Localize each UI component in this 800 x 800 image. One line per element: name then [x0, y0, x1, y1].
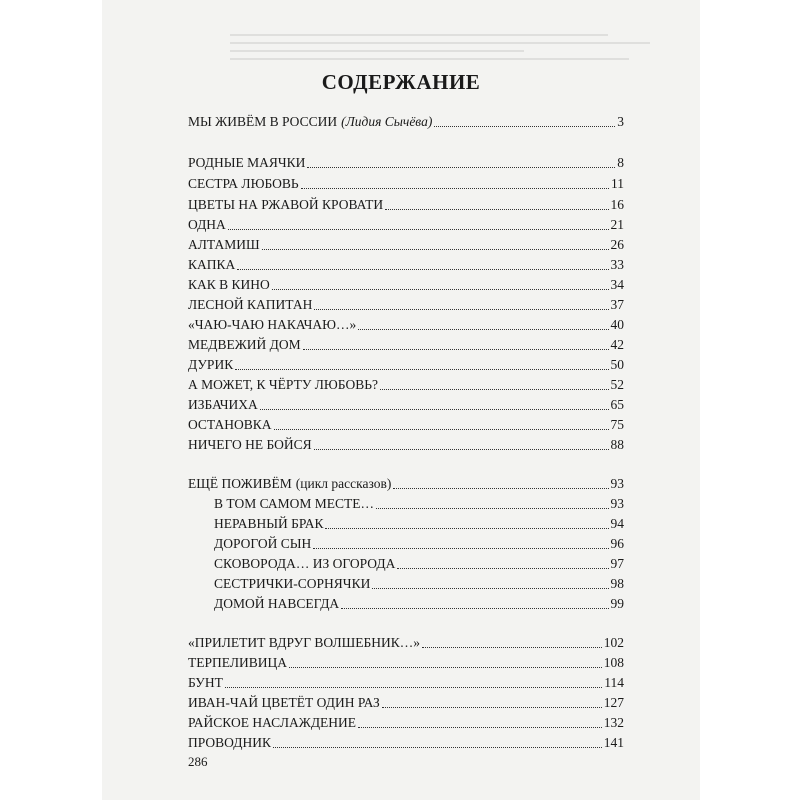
toc-entry-author: (Лидия Сычёва): [341, 114, 433, 129]
dot-leader: [314, 309, 608, 310]
toc-entry: [214, 592, 624, 612]
toc-entry-title: КАК В КИНО: [188, 277, 270, 292]
toc-entry-title: ДУРИК: [188, 357, 234, 372]
toc-entry-page: 94: [610, 516, 624, 531]
toc-entry-page: 3: [617, 114, 624, 129]
toc-entry-title: ПРОВОДНИК: [188, 735, 271, 750]
toc-entry: [188, 253, 624, 273]
toc-entry: [188, 333, 624, 353]
toc-entry: [188, 373, 624, 393]
toc-entry: [214, 572, 624, 592]
dot-leader: [225, 687, 602, 688]
toc-entry: [188, 631, 624, 651]
dot-leader: [273, 747, 602, 748]
toc-entry-page: 26: [610, 237, 624, 252]
dot-leader: [393, 488, 608, 489]
toc-entry: [188, 651, 624, 671]
toc-entry-page: 132: [603, 715, 624, 730]
dot-leader: [262, 249, 609, 250]
toc-entry-page: 75: [610, 417, 624, 432]
toc-entry-title: МЕДВЕЖИЙ ДОМ: [188, 337, 301, 352]
page-title: СОДЕРЖАНИЕ: [321, 70, 481, 94]
dot-leader: [274, 429, 609, 430]
dot-leader: [397, 568, 608, 569]
toc-entry: [214, 512, 624, 532]
toc-entry-page: 50: [610, 357, 624, 372]
toc-entry-title: НЕРАВНЫЙ БРАК: [214, 516, 324, 531]
toc-entry-page: 52: [610, 377, 624, 392]
toc-entry-title: БУНТ: [188, 675, 223, 690]
toc-entry-page: 21: [610, 217, 624, 232]
toc-entry-page: 8: [617, 155, 624, 170]
toc-entry: [214, 552, 624, 572]
toc-entry-page: 40: [610, 317, 624, 332]
toc-entry-title: «ЧАЮ-ЧАЮ НАКАЧАЮ…»: [188, 317, 357, 332]
toc-entry: [188, 691, 624, 711]
dot-leader: [376, 508, 608, 509]
dot-leader: [382, 707, 602, 708]
toc-entry: [214, 492, 624, 512]
toc-entry-page: 37: [610, 297, 624, 312]
dot-leader: [260, 409, 609, 410]
toc-entry-title: ЦВЕТЫ НА РЖАВОЙ КРОВАТИ: [188, 197, 384, 212]
toc-entry-page: 97: [610, 556, 624, 571]
toc-entry: [188, 711, 624, 731]
toc-entry: [188, 193, 624, 213]
toc-entry-title: ИВАН-ЧАЙ ЦВЕТЁТ ОДИН РАЗ: [188, 695, 380, 710]
dot-leader: [380, 389, 609, 390]
toc-entry-page: 16: [610, 197, 624, 212]
toc-entry-page: 96: [610, 536, 624, 551]
toc-entry-page: 98: [610, 576, 624, 591]
toc-entry-title: АЛТАМИШ: [188, 237, 260, 252]
toc-entry-page: 34: [610, 277, 624, 292]
toc-entry-title: ЛЕСНОЙ КАПИТАН: [188, 297, 313, 312]
toc-entry: [188, 472, 624, 492]
dot-leader: [303, 349, 609, 350]
toc-entry-title: А МОЖЕТ, К ЧЁРТУ ЛЮБОВЬ?: [188, 377, 378, 392]
toc-entry: [188, 671, 624, 691]
toc-entry-title: КАПКА: [188, 257, 236, 272]
dot-leader: [235, 369, 608, 370]
toc-entry: [188, 213, 624, 233]
toc-entry-title: ЕЩЁ ПОЖИВЁМ: [188, 476, 292, 491]
dot-leader: [341, 608, 608, 609]
dot-leader: [237, 269, 608, 270]
dot-leader: [228, 229, 609, 230]
toc-entry-title: «ПРИЛЕТИТ ВДРУГ ВОЛШЕБНИК…»: [188, 635, 420, 650]
show-through-text: [230, 28, 650, 68]
page-number: 286: [188, 754, 208, 769]
toc-entry: [188, 110, 624, 130]
dot-leader: [358, 727, 602, 728]
dot-leader: [272, 289, 609, 290]
toc-entry: [188, 273, 624, 293]
toc-entry-title: ОДНА: [188, 217, 226, 232]
toc-entry: [188, 313, 624, 333]
toc-entry: [188, 413, 624, 433]
toc-entry-page: 99: [610, 596, 624, 611]
dot-leader: [325, 528, 608, 529]
toc-entry-title: ДОРОГОЙ СЫН: [214, 536, 312, 551]
dot-leader: [385, 209, 608, 210]
dot-leader: [422, 647, 602, 648]
toc-entry-page: 11: [611, 176, 624, 191]
toc-entry-title: СЕСТРИЧКИ-СОРНЯЧКИ: [214, 576, 371, 591]
toc-entry-title: РОДНЫЕ МАЯЧКИ: [188, 155, 306, 170]
dot-leader: [358, 329, 608, 330]
toc-entry: [188, 293, 624, 313]
toc-entry-page: 93: [610, 476, 624, 491]
toc-entry: [188, 731, 624, 751]
toc-entry-page: 127: [603, 695, 624, 710]
toc-entry-page: 141: [603, 735, 624, 750]
toc-entry: [188, 233, 624, 253]
toc-entry-page: 108: [603, 655, 624, 670]
toc-entry-title: ТЕРПЕЛИВИЦА: [188, 655, 287, 670]
dot-leader: [301, 188, 609, 189]
dot-leader: [307, 167, 615, 168]
toc-entry-title: СКОВОРОДА… ИЗ ОГОРОДА: [214, 556, 396, 571]
dot-leader: [372, 588, 608, 589]
toc-entry-title: РАЙСКОЕ НАСЛАЖДЕНИЕ: [188, 715, 357, 730]
toc-entry-page: 88: [610, 437, 624, 452]
toc-entry-page: 33: [610, 257, 624, 272]
toc-entry-title: НИЧЕГО НЕ БОЙСЯ: [188, 437, 312, 452]
toc-entry: [188, 151, 624, 171]
toc-entry-title: В ТОМ САМОМ МЕСТЕ…: [214, 496, 375, 511]
toc-entry: [214, 532, 624, 552]
toc-entry-title: ИЗБАЧИХА: [188, 397, 258, 412]
toc-entry: [188, 393, 624, 413]
dot-leader: [314, 449, 609, 450]
toc-entry-title: ДОМОЙ НАВСЕГДА: [214, 596, 340, 611]
toc-entry-page: 42: [610, 337, 624, 352]
toc-entry-title: ОСТАНОВКА: [188, 417, 272, 432]
toc-entry: [188, 353, 624, 373]
toc-entry-page: 102: [603, 635, 624, 650]
toc-entry: [188, 433, 624, 453]
toc-entry-title: МЫ ЖИВЁМ В РОССИИ: [188, 114, 338, 129]
toc-entry-page: 65: [610, 397, 624, 412]
dot-leader: [289, 667, 602, 668]
toc-entry-page: 114: [604, 675, 624, 690]
toc-entry: [188, 172, 624, 192]
toc-entry-title: СЕСТРА ЛЮБОВЬ: [188, 176, 299, 191]
dot-leader: [313, 548, 608, 549]
toc-entry-page: 93: [610, 496, 624, 511]
dot-leader: [434, 126, 615, 127]
toc-entry-note: (цикл рассказов): [295, 476, 392, 491]
